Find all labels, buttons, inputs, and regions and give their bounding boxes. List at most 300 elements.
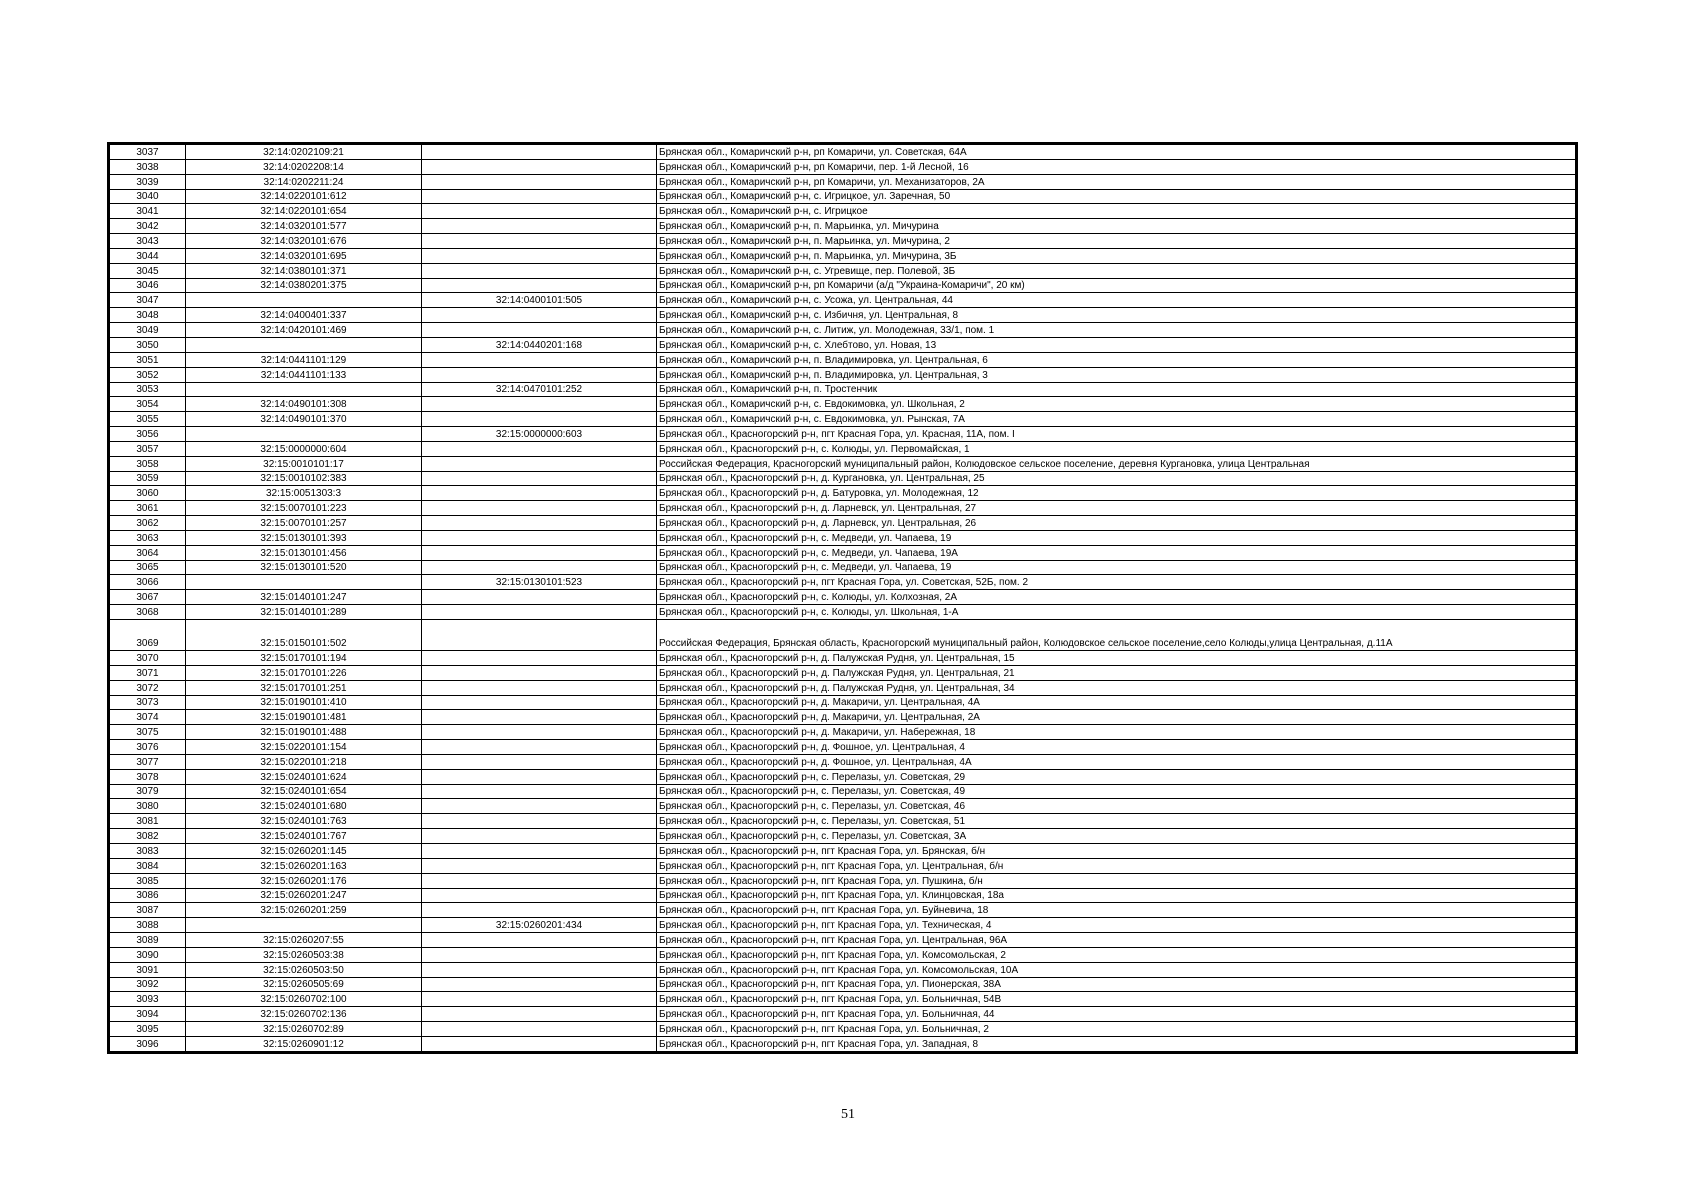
cadastral-number-alt-cell (422, 412, 657, 427)
row-number: 3076 (110, 740, 186, 755)
table-row (110, 814, 1576, 829)
row-number: 3071 (110, 665, 186, 680)
address-cell: Брянская обл., Красногорский р-н, с. Перелазы, ул. Советская, 49 (657, 784, 1576, 799)
cadastral-number-cell: 32:14:0320101:695 (186, 248, 422, 263)
row-number: 3091 (110, 962, 186, 977)
address-cell: Брянская обл., Красногорский р-н, д. Ларневск, ул. Центральная, 27 (657, 501, 1576, 516)
cadastral-number-alt-cell (422, 651, 657, 666)
cadastral-number-alt-cell (422, 1022, 657, 1037)
cadastral-number-alt-cell (422, 545, 657, 560)
cadastral-number-alt-cell (422, 754, 657, 769)
cadastral-number-alt-cell (422, 278, 657, 293)
address-cell: Брянская обл., Красногорский р-н, с. Перелазы, ул. Советская, 3А (657, 829, 1576, 844)
cadastral-number-cell: 32:15:0260505:69 (186, 977, 422, 992)
row-number: 3054 (110, 397, 186, 412)
cadastral-number-cell: 32:15:0010101:17 (186, 456, 422, 471)
address-cell: Брянская обл., Красногорский р-н, д. Батуровка, ул. Молодежная, 12 (657, 486, 1576, 501)
cadastral-number-alt-cell (422, 590, 657, 605)
table-row (110, 651, 1576, 666)
table-row (110, 278, 1576, 293)
cadastral-number-cell (186, 293, 422, 308)
table-row (110, 263, 1576, 278)
cadastral-number-alt-cell (422, 769, 657, 784)
address-cell: Брянская обл., Комаричский р-н, с. Литиж, ул. Молодежная, 33/1, пом. 1 (657, 323, 1576, 338)
cadastral-number-cell: 32:15:0130101:456 (186, 545, 422, 560)
row-number: 3082 (110, 829, 186, 844)
table-row (110, 918, 1576, 933)
cadastral-number-alt-cell: 32:14:0400101:505 (422, 293, 657, 308)
row-number: 3053 (110, 382, 186, 397)
cadastral-number-alt-cell (422, 977, 657, 992)
cadastral-number-alt-cell: 32:14:0440201:168 (422, 337, 657, 352)
address-cell: Брянская обл., Красногорский р-н, пгт Красная Гора, ул. Советская, 52Б, пом. 2 (657, 575, 1576, 590)
address-cell: Брянская обл., Красногорский р-н, пгт Красная Гора, ул. Пушкина, б/н (657, 873, 1576, 888)
cadastral-number-alt-cell (422, 605, 657, 620)
table-row (110, 456, 1576, 471)
row-number: 3065 (110, 560, 186, 575)
row-number: 3052 (110, 367, 186, 382)
cadastral-number-cell: 32:15:0260201:176 (186, 873, 422, 888)
cadastral-number-cell: 32:15:0260503:38 (186, 947, 422, 962)
cadastral-number-cell: 32:15:0170101:226 (186, 665, 422, 680)
table-row (110, 234, 1576, 249)
table-row (110, 352, 1576, 367)
row-number: 3064 (110, 545, 186, 560)
address-cell: Брянская обл., Красногорский р-н, пгт Красная Гора, ул. Больничная, 2 (657, 1022, 1576, 1037)
address-cell: Брянская обл., Красногорский р-н, с. Медведи, ул. Чапаева, 19 (657, 530, 1576, 545)
cadastral-number-alt-cell (422, 740, 657, 755)
cadastral-number-alt-cell (422, 486, 657, 501)
table-row (110, 337, 1576, 352)
table-row (110, 427, 1576, 442)
cadastral-number-cell: 32:14:0202109:21 (186, 145, 422, 160)
table-row (110, 397, 1576, 412)
table-row (110, 903, 1576, 918)
cadastral-number-cell: 32:15:0190101:410 (186, 695, 422, 710)
address-cell: Брянская обл., Красногорский р-н, д. Фошное, ул. Центральная, 4 (657, 740, 1576, 755)
table-row (110, 754, 1576, 769)
cadastral-number-cell: 32:15:0260702:136 (186, 1007, 422, 1022)
address-cell: Брянская обл., Комаричский р-н, с. Евдокимовка, ул. Рынская, 7А (657, 412, 1576, 427)
row-number: 3068 (110, 605, 186, 620)
table-row (110, 784, 1576, 799)
row-number: 3062 (110, 516, 186, 531)
cadastral-number-alt-cell (422, 858, 657, 873)
row-number: 3061 (110, 501, 186, 516)
cadastral-number-alt-cell (422, 323, 657, 338)
address-cell: Брянская обл., Красногорский р-н, с. Медведи, ул. Чапаева, 19А (657, 545, 1576, 560)
table-row (110, 189, 1576, 204)
address-cell: Брянская обл., Красногорский р-н, д. Ларневск, ул. Центральная, 26 (657, 516, 1576, 531)
row-number: 3069 (110, 620, 186, 651)
row-number: 3045 (110, 263, 186, 278)
table-row (110, 575, 1576, 590)
cadastral-number-cell: 32:14:0420101:469 (186, 323, 422, 338)
address-cell: Брянская обл., Комаричский р-н, рп Комаричи (а/д "Украина-Комаричи", 20 км) (657, 278, 1576, 293)
cadastral-number-alt-cell (422, 145, 657, 160)
row-number: 3057 (110, 441, 186, 456)
address-cell: Брянская обл., Красногорский р-н, д. Фошное, ул. Центральная, 4А (657, 754, 1576, 769)
table-row (110, 501, 1576, 516)
cadastral-number-alt-cell (422, 352, 657, 367)
cadastral-number-cell: 32:14:0490101:308 (186, 397, 422, 412)
address-cell: Брянская обл., Комаричский р-н, с. Усожа, ул. Центральная, 44 (657, 293, 1576, 308)
table-row (110, 605, 1576, 620)
cadastral-number-alt-cell (422, 710, 657, 725)
address-cell: Брянская обл., Комаричский р-н, с. Избичня, ул. Центральная, 8 (657, 308, 1576, 323)
table-row (110, 441, 1576, 456)
cadastral-number-alt-cell (422, 620, 657, 651)
cadastral-number-alt-cell (422, 665, 657, 680)
row-number: 3072 (110, 680, 186, 695)
cadastral-number-alt-cell (422, 992, 657, 1007)
address-cell: Брянская обл., Красногорский р-н, пгт Красная Гора, ул. Центральная, б/н (657, 858, 1576, 873)
cadastral-number-alt-cell (422, 962, 657, 977)
address-cell: Российская Федерация, Красногорский муниципальный район, Колюдовское сельское поселение, деревня Кургановка, улица Центральная (657, 456, 1576, 471)
row-number: 3089 (110, 933, 186, 948)
row-number: 3039 (110, 174, 186, 189)
cadastral-number-cell: 32:15:0140101:289 (186, 605, 422, 620)
row-number: 3075 (110, 725, 186, 740)
row-number: 3090 (110, 947, 186, 962)
cadastral-number-cell: 32:15:0240101:624 (186, 769, 422, 784)
table-row (110, 710, 1576, 725)
cadastral-number-alt-cell (422, 1036, 657, 1051)
address-cell: Брянская обл., Красногорский р-н, д. Кургановка, ул. Центральная, 25 (657, 471, 1576, 486)
row-number: 3063 (110, 530, 186, 545)
cadastral-number-cell: 32:15:0190101:488 (186, 725, 422, 740)
cadastral-number-cell: 32:14:0220101:612 (186, 189, 422, 204)
cadastral-number-alt-cell (422, 888, 657, 903)
address-cell: Брянская обл., Комаричский р-н, п. Марьинка, ул. Мичурина (657, 219, 1576, 234)
address-cell: Брянская обл., Комаричский р-н, с. Евдокимовка, ул. Школьная, 2 (657, 397, 1576, 412)
row-number: 3066 (110, 575, 186, 590)
table-row (110, 590, 1576, 605)
cadastral-number-cell: 32:15:0240101:680 (186, 799, 422, 814)
cadastral-number-cell: 32:15:0070101:223 (186, 501, 422, 516)
cadastral-number-alt-cell (422, 441, 657, 456)
address-cell: Брянская обл., Комаричский р-н, с. Игрицкое (657, 204, 1576, 219)
cadastral-number-cell: 32:14:0202211:24 (186, 174, 422, 189)
cadastral-number-cell: 32:15:0260207:55 (186, 933, 422, 948)
row-number: 3093 (110, 992, 186, 1007)
address-cell: Российская Федерация, Брянская область, Красногорский муниципальный район, Колюдовское сельское поселение,село Колюды,улица Центральная, д.11А (657, 620, 1576, 651)
address-cell: Брянская обл., Красногорский р-н, пгт Красная Гора, ул. Комсомольская, 2 (657, 947, 1576, 962)
table-row (110, 516, 1576, 531)
cadastral-number-cell: 32:15:0260702:89 (186, 1022, 422, 1037)
row-number: 3086 (110, 888, 186, 903)
table-row (110, 1036, 1576, 1051)
row-number: 3044 (110, 248, 186, 263)
cadastral-number-alt-cell (422, 1007, 657, 1022)
address-cell: Брянская обл., Красногорский р-н, с. Колюды, ул. Первомайская, 1 (657, 441, 1576, 456)
row-number: 3092 (110, 977, 186, 992)
address-cell: Брянская обл., Красногорский р-н, пгт Красная Гора, ул. Комсомольская, 10А (657, 962, 1576, 977)
table-row (110, 858, 1576, 873)
table-row (110, 545, 1576, 560)
table-row (110, 560, 1576, 575)
cadastral-number-alt-cell (422, 174, 657, 189)
table-row (110, 620, 1576, 651)
address-cell: Брянская обл., Комаричский р-н, рп Комаричи, ул. Механизаторов, 2А (657, 174, 1576, 189)
row-number: 3051 (110, 352, 186, 367)
table-row (110, 293, 1576, 308)
row-number: 3088 (110, 918, 186, 933)
address-cell: Брянская обл., Красногорский р-н, пгт Красная Гора, ул. Центральная, 96А (657, 933, 1576, 948)
cadastral-number-cell: 32:15:0170101:194 (186, 651, 422, 666)
row-number: 3037 (110, 145, 186, 160)
cadastral-number-alt-cell (422, 799, 657, 814)
cadastral-number-cell: 32:14:0320101:676 (186, 234, 422, 249)
row-number: 3050 (110, 337, 186, 352)
table-row (110, 1007, 1576, 1022)
table-row (110, 219, 1576, 234)
cadastral-number-cell: 32:14:0490101:370 (186, 412, 422, 427)
cadastral-number-cell: 32:15:0010102:383 (186, 471, 422, 486)
cadastral-number-cell: 32:15:0220101:154 (186, 740, 422, 755)
row-number: 3046 (110, 278, 186, 293)
cadastral-number-cell: 32:14:0380201:375 (186, 278, 422, 293)
cadastral-number-alt-cell (422, 695, 657, 710)
table-row (110, 1022, 1576, 1037)
row-number: 3083 (110, 843, 186, 858)
cadastral-number-cell: 32:15:0000000:604 (186, 441, 422, 456)
cadastral-number-cell (186, 337, 422, 352)
table-row (110, 323, 1576, 338)
address-cell: Брянская обл., Комаричский р-н, с. Угревище, пер. Полевой, 3Б (657, 263, 1576, 278)
table-row (110, 471, 1576, 486)
address-cell: Брянская обл., Красногорский р-н, с. Перелазы, ул. Советская, 46 (657, 799, 1576, 814)
cadastral-number-alt-cell (422, 248, 657, 263)
cadastral-number-alt-cell (422, 456, 657, 471)
address-cell: Брянская обл., Комаричский р-н, п. Владимировка, ул. Центральная, 3 (657, 367, 1576, 382)
row-number: 3084 (110, 858, 186, 873)
cadastral-number-cell: 32:15:0260503:50 (186, 962, 422, 977)
cadastral-number-alt-cell (422, 903, 657, 918)
table-row (110, 530, 1576, 545)
table-row (110, 888, 1576, 903)
cadastral-number-cell: 32:15:0260201:163 (186, 858, 422, 873)
row-number: 3077 (110, 754, 186, 769)
row-number: 3038 (110, 159, 186, 174)
cadastral-number-alt-cell: 32:15:0000000:603 (422, 427, 657, 442)
cadastral-number-cell: 32:15:0070101:257 (186, 516, 422, 531)
cadastral-number-cell (186, 918, 422, 933)
cadastral-number-alt-cell (422, 873, 657, 888)
cadastral-number-alt-cell: 32:15:0130101:523 (422, 575, 657, 590)
table-row (110, 308, 1576, 323)
property-table-body (110, 145, 1576, 1052)
cadastral-number-cell: 32:15:0260201:247 (186, 888, 422, 903)
address-cell: Брянская обл., Красногорский р-н, с. Колюды, ул. Колхозная, 2А (657, 590, 1576, 605)
cadastral-number-alt-cell (422, 843, 657, 858)
row-number: 3095 (110, 1022, 186, 1037)
cadastral-number-alt-cell (422, 308, 657, 323)
row-number: 3094 (110, 1007, 186, 1022)
row-number: 3042 (110, 219, 186, 234)
address-cell: Брянская обл., Красногорский р-н, пгт Красная Гора, ул. Красная, 11А, пом. I (657, 427, 1576, 442)
cadastral-number-alt-cell (422, 471, 657, 486)
table-row (110, 873, 1576, 888)
cadastral-number-alt-cell (422, 397, 657, 412)
address-cell: Брянская обл., Красногорский р-н, пгт Красная Гора, ул. Клинцовская, 18а (657, 888, 1576, 903)
row-number: 3058 (110, 456, 186, 471)
cadastral-number-cell: 32:14:0202208:14 (186, 159, 422, 174)
row-number: 3060 (110, 486, 186, 501)
row-number: 3049 (110, 323, 186, 338)
row-number: 3040 (110, 189, 186, 204)
table-row (110, 486, 1576, 501)
address-cell: Брянская обл., Красногорский р-н, с. Медведи, ул. Чапаева, 19 (657, 560, 1576, 575)
table-row (110, 248, 1576, 263)
address-cell: Брянская обл., Красногорский р-н, д. Палужская Рудня, ул. Центральная, 21 (657, 665, 1576, 680)
cadastral-number-alt-cell (422, 814, 657, 829)
row-number: 3078 (110, 769, 186, 784)
cadastral-number-cell: 32:15:0260201:259 (186, 903, 422, 918)
address-cell: Брянская обл., Красногорский р-н, с. Колюды, ул. Школьная, 1-А (657, 605, 1576, 620)
row-number: 3073 (110, 695, 186, 710)
property-table (109, 144, 1576, 1052)
cadastral-number-cell: 32:15:0240101:763 (186, 814, 422, 829)
cadastral-number-alt-cell: 32:14:0470101:252 (422, 382, 657, 397)
cadastral-number-alt-cell (422, 219, 657, 234)
address-cell: Брянская обл., Красногорский р-н, с. Перелазы, ул. Советская, 29 (657, 769, 1576, 784)
address-cell: Брянская обл., Красногорский р-н, пгт Красная Гора, ул. Брянская, б/н (657, 843, 1576, 858)
address-cell: Брянская обл., Красногорский р-н, пгт Красная Гора, ул. Пионерская, 38А (657, 977, 1576, 992)
cadastral-number-alt-cell (422, 680, 657, 695)
cadastral-number-alt-cell (422, 829, 657, 844)
address-cell: Брянская обл., Красногорский р-н, пгт Красная Гора, ул. Техническая, 4 (657, 918, 1576, 933)
cadastral-number-cell: 32:14:0320101:577 (186, 219, 422, 234)
cadastral-number-cell: 32:15:0260702:100 (186, 992, 422, 1007)
address-cell: Брянская обл., Красногорский р-н, д. Макаричи, ул. Центральная, 4А (657, 695, 1576, 710)
table-row (110, 962, 1576, 977)
table-row (110, 174, 1576, 189)
address-cell: Брянская обл., Комаричский р-н, п. Марьинка, ул. Мичурина, 2 (657, 234, 1576, 249)
cadastral-number-alt-cell: 32:15:0260201:434 (422, 918, 657, 933)
table-row (110, 367, 1576, 382)
cadastral-number-cell: 32:15:0220101:218 (186, 754, 422, 769)
address-cell: Брянская обл., Красногорский р-н, д. Макаричи, ул. Центральная, 2А (657, 710, 1576, 725)
table-row (110, 695, 1576, 710)
row-number: 3041 (110, 204, 186, 219)
row-number: 3070 (110, 651, 186, 666)
page-number: 51 (841, 1107, 855, 1122)
cadastral-number-alt-cell (422, 933, 657, 948)
row-number: 3079 (110, 784, 186, 799)
table-row (110, 145, 1576, 160)
cadastral-number-alt-cell (422, 189, 657, 204)
address-cell: Брянская обл., Комаричский р-н, рп Комаричи, ул. Советская, 64А (657, 145, 1576, 160)
cadastral-number-cell: 32:15:0130101:393 (186, 530, 422, 545)
cadastral-number-cell: 32:14:0380101:371 (186, 263, 422, 278)
row-number: 3056 (110, 427, 186, 442)
table-row (110, 947, 1576, 962)
table-row (110, 933, 1576, 948)
row-number: 3043 (110, 234, 186, 249)
cadastral-number-cell: 32:14:0400401:337 (186, 308, 422, 323)
cadastral-number-alt-cell (422, 234, 657, 249)
table-row (110, 382, 1576, 397)
cadastral-number-cell: 32:14:0441101:133 (186, 367, 422, 382)
address-cell: Брянская обл., Красногорский р-н, пгт Красная Гора, ул. Буйневича, 18 (657, 903, 1576, 918)
table-row (110, 159, 1576, 174)
cadastral-number-cell: 32:15:0240101:654 (186, 784, 422, 799)
address-cell: Брянская обл., Красногорский р-н, пгт Красная Гора, ул. Западная, 8 (657, 1036, 1576, 1051)
cadastral-number-alt-cell (422, 263, 657, 278)
cadastral-number-cell: 32:15:0051303:3 (186, 486, 422, 501)
cadastral-number-alt-cell (422, 725, 657, 740)
address-cell: Брянская обл., Красногорский р-н, д. Палужская Рудня, ул. Центральная, 15 (657, 651, 1576, 666)
cadastral-number-cell: 32:15:0130101:520 (186, 560, 422, 575)
table-row (110, 829, 1576, 844)
cadastral-number-alt-cell (422, 516, 657, 531)
row-number: 3080 (110, 799, 186, 814)
table-row (110, 725, 1576, 740)
row-number: 3096 (110, 1036, 186, 1051)
table-row (110, 412, 1576, 427)
row-number: 3048 (110, 308, 186, 323)
address-cell: Брянская обл., Красногорский р-н, с. Перелазы, ул. Советская, 51 (657, 814, 1576, 829)
cadastral-number-cell (186, 382, 422, 397)
cadastral-number-cell: 32:15:0190101:481 (186, 710, 422, 725)
cadastral-number-cell (186, 575, 422, 590)
table-row (110, 769, 1576, 784)
row-number: 3087 (110, 903, 186, 918)
table-row (110, 204, 1576, 219)
cadastral-number-alt-cell (422, 501, 657, 516)
cadastral-number-cell: 32:15:0140101:247 (186, 590, 422, 605)
cadastral-number-alt-cell (422, 159, 657, 174)
address-cell: Брянская обл., Комаричский р-н, п. Марьинка, ул. Мичурина, 3Б (657, 248, 1576, 263)
address-cell: Брянская обл., Комаричский р-н, п. Тростенчик (657, 382, 1576, 397)
cadastral-number-cell: 32:14:0441101:129 (186, 352, 422, 367)
cadastral-number-cell: 32:15:0260901:12 (186, 1036, 422, 1051)
row-number: 3074 (110, 710, 186, 725)
cadastral-number-alt-cell (422, 530, 657, 545)
address-cell: Брянская обл., Красногорский р-н, пгт Красная Гора, ул. Больничная, 44 (657, 1007, 1576, 1022)
row-number: 3059 (110, 471, 186, 486)
cadastral-number-alt-cell (422, 947, 657, 962)
address-cell: Брянская обл., Комаричский р-н, с. Игрицкое, ул. Заречная, 50 (657, 189, 1576, 204)
cadastral-number-cell: 32:15:0240101:767 (186, 829, 422, 844)
table-row (110, 740, 1576, 755)
table-row (110, 992, 1576, 1007)
address-cell: Брянская обл., Красногорский р-н, пгт Красная Гора, ул. Больничная, 54В (657, 992, 1576, 1007)
cadastral-number-cell: 32:15:0260201:145 (186, 843, 422, 858)
table-row (110, 665, 1576, 680)
cadastral-number-alt-cell (422, 204, 657, 219)
row-number: 3047 (110, 293, 186, 308)
table-row (110, 680, 1576, 695)
address-cell: Брянская обл., Красногорский р-н, д. Палужская Рудня, ул. Центральная, 34 (657, 680, 1576, 695)
row-number: 3055 (110, 412, 186, 427)
cadastral-number-cell: 32:14:0220101:654 (186, 204, 422, 219)
cadastral-number-alt-cell (422, 367, 657, 382)
table-row (110, 799, 1576, 814)
address-cell: Брянская обл., Красногорский р-н, д. Макаричи, ул. Набережная, 18 (657, 725, 1576, 740)
cadastral-number-cell: 32:15:0170101:251 (186, 680, 422, 695)
address-cell: Брянская обл., Комаричский р-н, с. Хлебтово, ул. Новая, 13 (657, 337, 1576, 352)
cadastral-number-cell: 32:15:0150101:502 (186, 620, 422, 651)
cadastral-number-alt-cell (422, 560, 657, 575)
row-number: 3081 (110, 814, 186, 829)
table-row (110, 843, 1576, 858)
address-cell: Брянская обл., Комаричский р-н, рп Комаричи, пер. 1-й Лесной, 16 (657, 159, 1576, 174)
table-row (110, 977, 1576, 992)
address-cell: Брянская обл., Комаричский р-н, п. Владимировка, ул. Центральная, 6 (657, 352, 1576, 367)
row-number: 3085 (110, 873, 186, 888)
